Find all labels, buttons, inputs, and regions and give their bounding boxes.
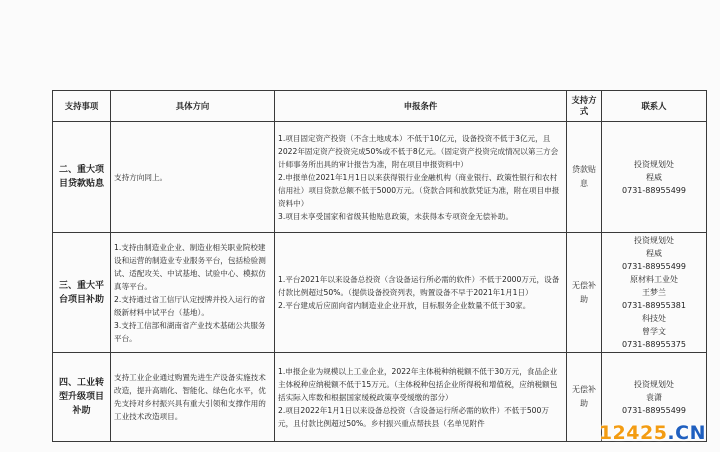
row-support-mode: 无偿补助: [567, 353, 602, 442]
row-support-mode: 无偿补助: [567, 233, 602, 353]
contact-line: 0731-88955499: [622, 405, 686, 415]
row-conditions: [275, 122, 567, 233]
row-item: 二、重大项目贷款贴息: [53, 122, 111, 233]
direction-text: 1.支持由制造业企业、制造业相关职业院校建设和运营的制造业专业服务平台，包括检验测试、适配攻关、中试基地、试验中心、模拟仿真等平台。: [114, 242, 266, 291]
contact-line: 投资规划处: [634, 159, 674, 169]
direction-text: 2.支持通过省工信厅认定授牌并投入运行的省级新材料中试平台（基地）。: [114, 294, 266, 317]
row-item: 四、工业转型升级项目补助: [53, 353, 111, 442]
row-conditions: [275, 233, 567, 353]
condition-text: 1.平台2021年以来设备总投资（含设备运行所必需的软件）不低于2000万元，设备付款比例超过50%。（提供设备投资列表，购置设备不早于2021年1月1日）: [278, 275, 560, 297]
condition-text: 3.项目未享受国家和省级其他贴息政策，未获得本专项资金无偿补助。: [278, 211, 514, 221]
header-conditions: 申报条件: [275, 91, 567, 122]
row-support-mode: 贷款贴息: [567, 122, 602, 233]
contact-line: 程威: [646, 249, 662, 258]
contact-line: 投资规划处: [634, 236, 674, 245]
contact-line: 原材料工业处: [630, 275, 678, 284]
condition-text: 1.申报企业为规模以上工业企业，2022年主体税种纳税额不低于30万元，食品企业主体税种应纳税额不低于15万元。（主体税种包括企业所得税和增值税，应纳税额包括实际入库数和根据国家缓税政策享受缓缴的部分）: [278, 366, 558, 402]
header-item: 支持事项: [53, 91, 111, 122]
condition-text: 1.项目固定资产投资（不含土地成本）不低于10亿元，设备投资不低于3亿元，且2022年固定资产投资完成50%或不低于8亿元。（固定资产投资完成情况以第三方会计师事务所出具的审计报告为准，附在项目申报资料中）: [278, 133, 559, 169]
contact-line: 0731-88955499: [622, 262, 686, 271]
policy-table: [52, 90, 707, 442]
contact-line: 投资规划处: [634, 379, 674, 389]
row-conditions: [275, 353, 567, 442]
table-row: [53, 233, 707, 353]
row-direction: [111, 233, 275, 353]
watermark-domain: .CN: [667, 422, 706, 444]
watermark-number: 12425: [598, 422, 668, 444]
contact-line: 0731-88955375: [622, 340, 686, 349]
site-watermark: [599, 422, 706, 444]
contact-line: 袁潇: [646, 392, 662, 402]
row-contact: [602, 233, 707, 353]
row-direction: 支持方向同上。: [111, 122, 275, 233]
row-direction: 支持工业企业通过购置先进生产设备实施技术改造，提升高端化、智能化、绿色化水平，优先支持对乡村振兴具有重大引领和支撑作用的工业技术改造项目。: [111, 353, 275, 442]
condition-text: 2.平台建成后应面向省内制造业企业开放，目标服务企业数量不低于30家。: [278, 301, 531, 310]
table-row: [53, 122, 707, 233]
condition-text: 2.申报单位2021年1月1日以来获得银行业金融机构（商业银行、政策性银行和农村信用社）项目贷款总额不低于5000万元。（贷款合同和放款凭证为准，附在项目申报资料中）: [278, 172, 560, 208]
header-direction: 具体方向: [111, 91, 275, 122]
contact-line: 0731-88955381: [622, 301, 686, 310]
row-item: 三、重大平台项目补助: [53, 233, 111, 353]
contact-line: 曾学文: [642, 327, 666, 336]
row-contact: [602, 122, 707, 233]
condition-text: 2.项目2022年1月1日以来设备总投资（含设备运行所必需的软件）不低于500万元，且付款比例超过50%。乡村振兴重点帮扶县（名单见附件: [278, 405, 549, 428]
contact-line: 0731-88955499: [622, 185, 686, 195]
contact-line: 程威: [646, 172, 662, 182]
header-mode: 支持方式: [567, 91, 602, 122]
direction-text: 3.支持工信部和湖南省产业技术基础公共服务平台。: [114, 320, 266, 343]
conditions-clip: [278, 365, 563, 430]
contact-line: 王梦兰: [642, 288, 666, 297]
header-contact: 联系人: [602, 91, 707, 122]
table-header-row: [53, 91, 707, 122]
contact-line: 科技处: [642, 314, 666, 323]
